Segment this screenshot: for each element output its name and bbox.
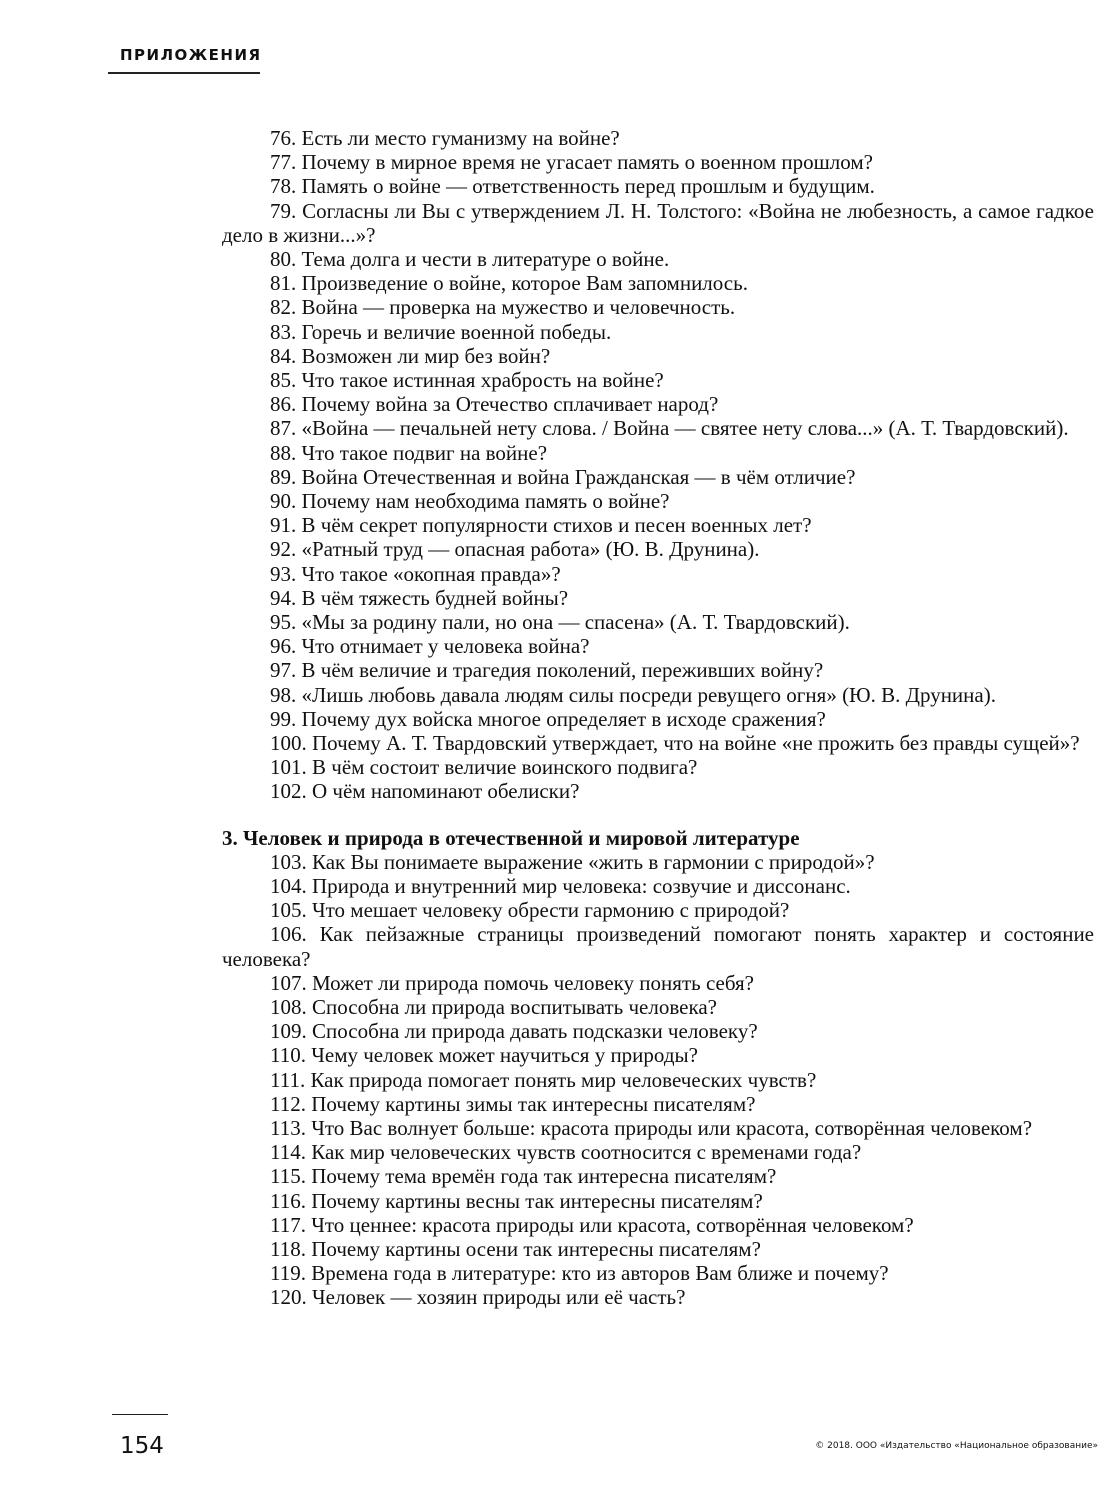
item-text: Согласны ли Вы с утверждением Л. Н. Толстого: «Война не любезность, а самое гадкое дело в жизни...»?: [222, 198, 1094, 247]
list-item: [222, 295, 1094, 319]
list-item: [222, 320, 1094, 344]
list-item: [222, 392, 1094, 416]
item-number: 95.: [270, 610, 297, 635]
item-number: 110.: [270, 1043, 306, 1068]
item-text: Почему война за Отечество сплачивает народ?: [301, 392, 719, 417]
list-item: [222, 971, 1094, 995]
item-number: 103.: [270, 849, 307, 874]
item-text: Что такое истинная храбрость на войне?: [301, 368, 664, 393]
item-text: В чём величие и трагедия поколений, переживших войну?: [301, 658, 824, 683]
list-item: [222, 874, 1094, 898]
item-text: Почему тема времён года так интересна писателям?: [311, 1164, 777, 1189]
list-item: [222, 1019, 1094, 1043]
item-number: 99.: [270, 706, 297, 731]
item-text: Горечь и величие военной победы.: [301, 319, 612, 344]
item-text: В чём секрет популярности стихов и песен военных лет?: [301, 513, 812, 538]
question-list: [222, 126, 1094, 1310]
item-number: 104.: [270, 873, 307, 898]
item-number: 78.: [270, 174, 297, 199]
copyright-notice: © 2018. ООО «Издательство «Национальное образование»: [815, 1441, 1098, 1451]
item-text: Как мир человеческих чувств соотносится с временами года?: [311, 1140, 862, 1165]
item-text: Что ценнее: красота природы или красота, сотворённая человеком?: [311, 1212, 914, 1237]
item-text: Почему картины весны так интересны писателям?: [311, 1188, 763, 1213]
item-text: Война — проверка на мужество и человечность.: [301, 295, 736, 320]
item-text: Почему в мирное время не угасает память о военном прошлом?: [301, 150, 873, 175]
item-text: Способна ли природа воспитывать человека?: [312, 994, 717, 1019]
item-text: «Ратный труд — опасная работа» (Ю. В. Друнина).: [301, 537, 760, 562]
list-item: [222, 1116, 1094, 1140]
list-item: [222, 1068, 1094, 1092]
item-text: «Лишь любовь давала людям силы посреди ревущего огня» (Ю. В. Друнина).: [301, 682, 996, 707]
list-item: [222, 1237, 1094, 1261]
item-text: «Война — печальней нету слова. / Война — святее нету слова...» (А. Т. Твардовский).: [301, 416, 1069, 441]
item-number: 106.: [270, 922, 307, 947]
item-number: 88.: [270, 440, 297, 465]
item-text: Человек — хозяин природы или её часть?: [312, 1285, 686, 1310]
item-number: 116.: [270, 1188, 306, 1213]
list-item: [222, 1164, 1094, 1188]
item-number: 82.: [270, 295, 297, 320]
list-item: [222, 731, 1094, 755]
list-item: [222, 537, 1094, 561]
item-number: 120.: [270, 1285, 307, 1310]
item-text: Война Отечественная и война Гражданская — в чём отличие?: [301, 464, 856, 489]
list-item: [222, 344, 1094, 368]
item-number: 87.: [270, 416, 297, 441]
list-item: [222, 850, 1094, 874]
list-item: [222, 489, 1094, 513]
section-gap: [222, 804, 1094, 826]
item-number: 91.: [270, 513, 297, 538]
list-item: [222, 1043, 1094, 1067]
item-number: 96.: [270, 634, 297, 659]
item-number: 100.: [270, 731, 307, 756]
list-item: [222, 271, 1094, 295]
nature-questions: [222, 850, 1094, 1310]
item-number: 101.: [270, 755, 307, 780]
item-number: 112.: [270, 1091, 306, 1116]
item-number: 94.: [270, 585, 297, 610]
item-number: 117.: [270, 1212, 306, 1237]
item-text: Что такое «окопная правда»?: [301, 561, 561, 586]
item-text: Почему А. Т. Твардовский утверждает, что на войне «не прожить без правды сущей»?: [312, 731, 1080, 756]
item-number: 97.: [270, 658, 297, 683]
item-text: Произведение о войне, которое Вам запомнилось.: [301, 271, 748, 296]
item-number: 102.: [270, 779, 307, 804]
list-item: [222, 683, 1094, 707]
item-text: Почему картины осени так интересны писателям?: [311, 1236, 761, 1261]
item-text: О чём напоминают обелиски?: [312, 779, 580, 804]
list-item: [222, 247, 1094, 271]
list-item: [222, 922, 1094, 970]
item-text: «Мы за родину пали, но она — спасена» (А. Т. Твардовский).: [301, 610, 850, 635]
list-item: [222, 658, 1094, 682]
list-item: [222, 126, 1094, 150]
item-number: 83.: [270, 319, 297, 344]
list-item: [222, 1092, 1094, 1116]
list-item: [222, 562, 1094, 586]
item-text: Как Вы понимаете выражение «жить в гармонии с природой»?: [312, 849, 875, 874]
item-text: Что мешает человеку обрести гармонию с природой?: [312, 898, 790, 923]
list-item: [222, 707, 1094, 731]
item-number: 81.: [270, 271, 297, 296]
list-item: [222, 586, 1094, 610]
section-heading: 3. Человек и природа в отечественной и мировой литературе: [222, 825, 800, 850]
item-number: 108.: [270, 994, 307, 1019]
item-text: Что Вас волнует больше: красота природы или красота, сотворённая человеком?: [311, 1115, 1033, 1140]
item-number: 79.: [270, 198, 297, 223]
item-number: 105.: [270, 898, 307, 923]
list-item: [222, 1140, 1094, 1164]
item-text: Возможен ли мир без войн?: [301, 343, 551, 368]
section-header: ПРИЛОЖЕНИЯ: [120, 46, 262, 64]
item-number: 80.: [270, 247, 297, 272]
item-number: 118.: [270, 1236, 306, 1261]
item-number: 107.: [270, 970, 307, 995]
war-questions: [222, 126, 1094, 804]
item-number: 119.: [270, 1261, 306, 1286]
list-item: [222, 368, 1094, 392]
item-number: 115.: [270, 1164, 306, 1189]
list-item: [222, 150, 1094, 174]
item-number: 98.: [270, 682, 297, 707]
item-number: 93.: [270, 561, 297, 586]
item-text: Тема долга и чести в литературе о войне.: [301, 247, 670, 272]
item-number: 76.: [270, 126, 297, 150]
item-text: Может ли природа помочь человеку понять себя?: [312, 970, 754, 995]
item-text: Времена года в литературе: кто из авторов Вам ближе и почему?: [311, 1261, 889, 1286]
list-item: [222, 898, 1094, 922]
item-text: Чему человек может научиться у природы?: [311, 1043, 698, 1068]
item-text: Как природа помогает понять мир человеческих чувств?: [310, 1067, 817, 1092]
item-number: 113.: [270, 1115, 306, 1140]
list-item: [222, 634, 1094, 658]
item-number: 109.: [270, 1019, 307, 1044]
item-number: 77.: [270, 150, 297, 175]
item-number: 114.: [270, 1140, 306, 1165]
item-text: Как пейзажные страницы произведений помогают понять характер и состояние человека?: [222, 922, 1094, 971]
page-number: 154: [120, 1433, 164, 1459]
item-text: Есть ли место гуманизму на войне?: [301, 126, 620, 150]
item-text: В чём состоит величие воинского подвига?: [312, 755, 698, 780]
item-number: 111.: [270, 1067, 306, 1092]
item-number: 86.: [270, 392, 297, 417]
item-text: Почему картины зимы так интересны писателям?: [311, 1091, 756, 1116]
list-item: [222, 1189, 1094, 1213]
list-item: [222, 513, 1094, 537]
list-item: [222, 779, 1094, 803]
item-number: 90.: [270, 489, 297, 514]
list-item: [222, 995, 1094, 1019]
list-item: [222, 465, 1094, 489]
item-text: Память о войне — ответственность перед прошлым и будущим.: [301, 174, 875, 199]
item-text: Что такое подвиг на войне?: [301, 440, 548, 465]
list-item: [222, 416, 1094, 440]
item-text: Почему нам необходима память о войне?: [301, 489, 670, 514]
item-text: Почему дух войска многое определяет в исходе сражения?: [301, 706, 826, 731]
list-item: [222, 174, 1094, 198]
list-item: [222, 199, 1094, 247]
list-item: [222, 441, 1094, 465]
item-text: Что отнимает у человека война?: [301, 634, 590, 659]
list-item: [222, 1285, 1094, 1309]
list-item: [222, 1213, 1094, 1237]
item-number: 85.: [270, 368, 297, 393]
item-text: Природа и внутренний мир человека: созвучие и диссонанс.: [312, 873, 851, 898]
list-item: [222, 1261, 1094, 1285]
item-number: 84.: [270, 343, 297, 368]
list-item: [222, 610, 1094, 634]
item-text: В чём тяжесть будней войны?: [301, 585, 569, 610]
item-number: 92.: [270, 537, 297, 562]
item-text: Способна ли природа давать подсказки человеку?: [312, 1019, 758, 1044]
footer-rule: [112, 1414, 168, 1415]
list-item: [222, 755, 1094, 779]
header-rule: [108, 72, 260, 74]
item-number: 89.: [270, 464, 297, 489]
